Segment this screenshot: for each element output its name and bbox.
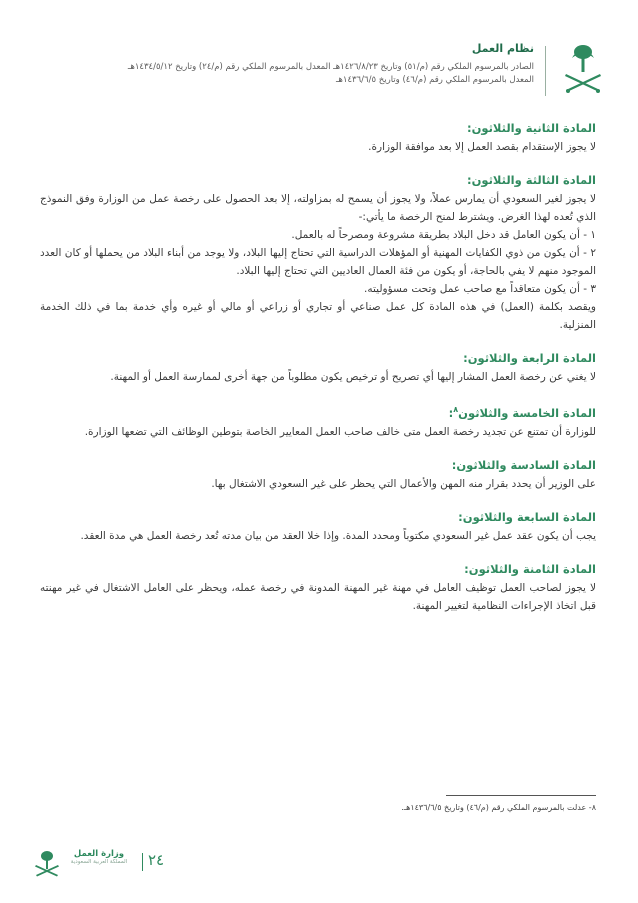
- article-32: [40, 118, 596, 156]
- saudi-emblem-icon: [558, 38, 608, 98]
- article-title: المادة الثالثة والثلاثون:: [466, 173, 596, 187]
- article-36: [40, 455, 596, 493]
- article-text: للوزارة أن تمتنع عن تجديد رخصة العمل متى خالف صاحب العمل المعايير الخاصة بتوطين الوظائف التي تضعها الوزارة.: [84, 425, 596, 438]
- ministry-name: وزارة العمل: [73, 849, 125, 859]
- article-title-text: المادة الخامسة والثلاثون: [458, 405, 596, 420]
- article-title: المادة السادسة والثلاثون:: [451, 457, 596, 472]
- article-text: لا يجوز لغير السعودي أن يمارس عملاً، ولا يجوز أن يسمح له بمزاولته، إلا بعد الحصول على رخصة عمل من الوزارة وفق النموذج الذي تُعده لهذا الغرض. ويشترط لمنح الرخصة ما يأتي:-: [40, 193, 596, 223]
- header-divider: [545, 46, 546, 96]
- article-text: لا يجوز الإستقدام بقصد العمل إلا بعد موافقة الوزارة.: [368, 141, 596, 153]
- ministry-brand: [64, 849, 134, 865]
- footnote: ٨- عدلت بالمرسوم الملكي رقم (م/٤٦) وتاريخ ١٤٣٦/٦/٥هـ.: [401, 803, 596, 812]
- article-text: ويقصد بكلمة (العمل) في هذه المادة كل عمل صناعي أو تجاري أو زراعي أو مالي أو غيره وأي خدمة بما في ذلك الخدمة المنزلية.: [40, 301, 596, 331]
- article-title: المادة السابعة والثلاثون:: [458, 509, 596, 524]
- article-35: [40, 400, 596, 441]
- list-item: ١ - أن يكون العامل قد دخل البلاد بطريقة مشروعة ومصرحاً له بالعمل.: [291, 229, 596, 241]
- article-37: [40, 507, 596, 545]
- articles-content: [40, 118, 596, 629]
- article-text: لا يغني عن رخصة العمل المشار إليها أي تصريح أو ترخيص يكون مطلوباً من جهة أخرى لممارسة العمل أو المهنة.: [110, 371, 596, 383]
- page-number: ٢٤: [148, 851, 165, 869]
- article-title: المادة الثانية والثلاثون:: [466, 121, 596, 135]
- ministry-subtitle: المملكة العربية السعودية: [70, 859, 128, 865]
- article-34: [40, 348, 596, 386]
- article-title-colon: :: [448, 405, 454, 420]
- list-item: ٣ - أن يكون متعاقداً مع صاحب عمل وتحت مسؤوليته.: [364, 283, 596, 295]
- law-title: نظام العمل: [471, 42, 534, 55]
- law-issuance-line: الصادر بالمرسوم الملكي رقم (م/٥١) وتاريخ ١٤٢٦/٨/٢٣هـ المعدل بالمرسوم الملكي رقم (م/٢٤) وتاريخ ١٤٣٤/٥/١٢هـ: [127, 62, 534, 72]
- footnote-divider: [446, 795, 596, 796]
- article-title: [40, 400, 596, 423]
- article-38: [40, 559, 596, 615]
- footnote-marker: ٨: [453, 405, 459, 414]
- list-item: ٢ - أن يكون من ذوي الكفايات المهنية أو المؤهلات الدراسية التي تحتاج إليها البلاد، ولا يوجد من أبناء البلاد من يحملها أو كان العدد الموجود منهم لا يفي بالحاجة، أو يكون من فئة العمال العاديين التي تحتاج إليها البلاد.: [40, 247, 596, 277]
- footer-divider: [142, 853, 143, 871]
- article-text: لا يجوز لصاحب العمل توظيف العامل في مهنة غير المهنة المدونة في رخصة عمله، ويحظر على العامل الاشتغال في غير مهنته قبل اتخاذ الإجراءات النظامية لتغيير المهنة.: [40, 581, 596, 612]
- page-header: [40, 38, 608, 102]
- article-text: على الوزير أن يحدد بقرار منه المهن والأعمال التي يحظر على غير السعودي الاشتغال بها.: [211, 477, 596, 490]
- article-33: [40, 170, 596, 334]
- ministry-logo-icon: [30, 847, 64, 879]
- page-footer: [30, 843, 230, 883]
- article-title: المادة الرابعة والثلاثون:: [463, 351, 596, 365]
- article-text: يجب أن يكون عقد عمل غير السعودي مكتوباً ومحدد المدة. وإذا خلا العقد من بيان مدته تُعد رخصة العمل هي مدة العقد.: [80, 529, 596, 542]
- article-title: المادة الثامنة والثلاثون:: [464, 561, 596, 576]
- law-amendment-line: المعدل بالمرسوم الملكي رقم (م/٤٦) وتاريخ ١٤٣٦/٦/٥هـ: [335, 75, 534, 85]
